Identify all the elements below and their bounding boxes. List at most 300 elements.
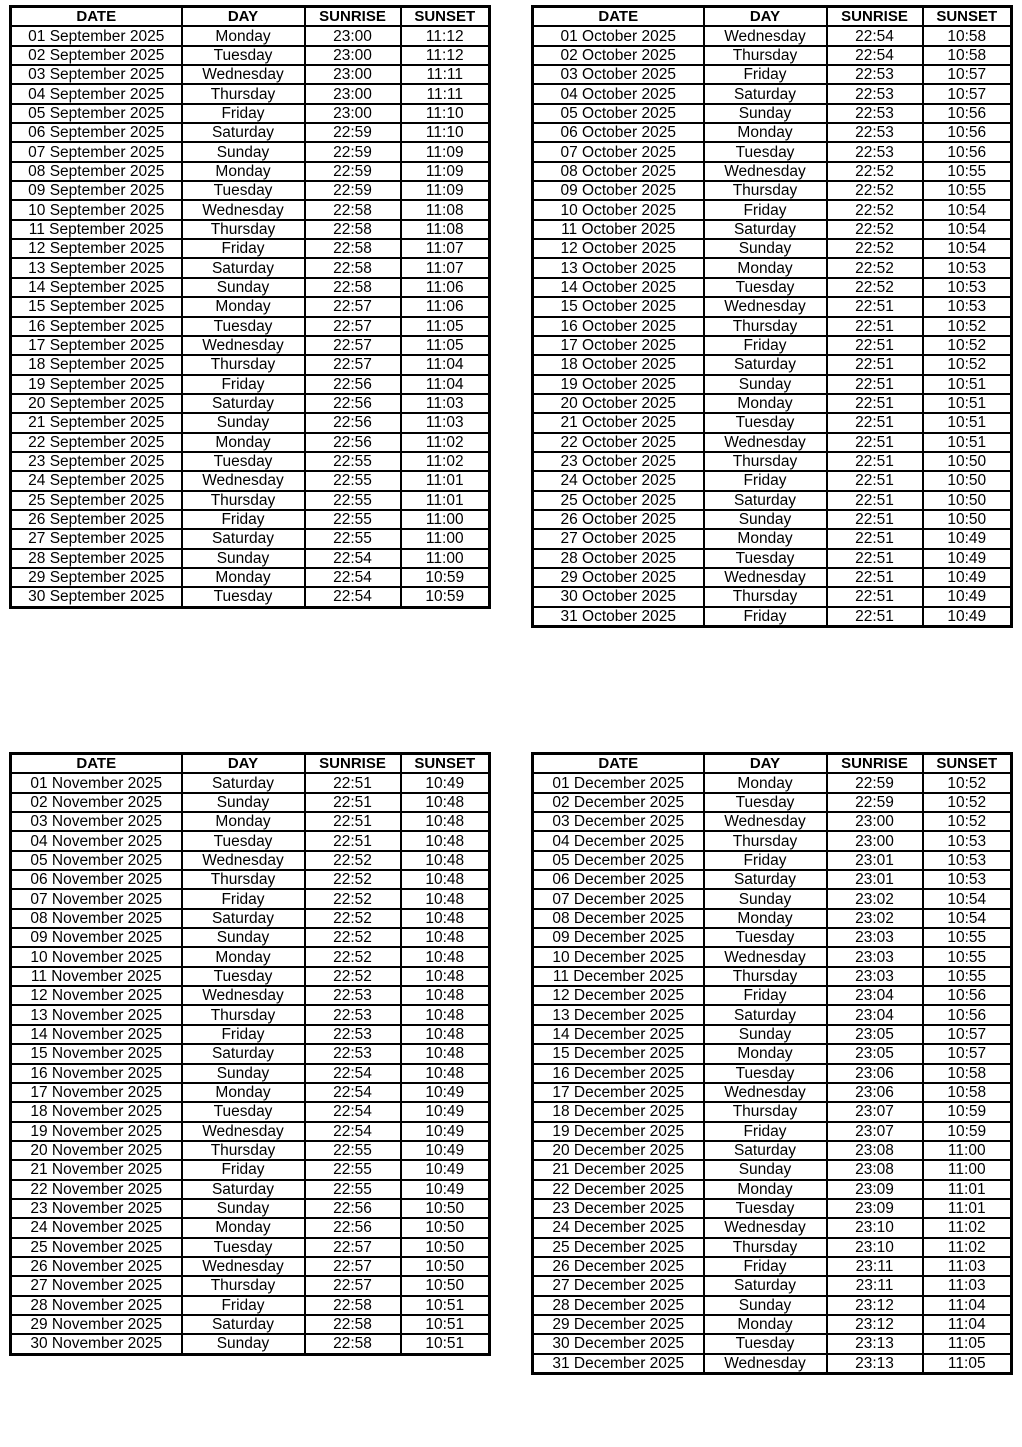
table-row [533,433,1012,452]
table-row [11,529,490,548]
day-cell: Monday [182,162,305,181]
date-cell: 18 November 2025 [11,1102,182,1121]
day-cell: Tuesday [182,1102,305,1121]
date-cell: 08 December 2025 [533,909,704,928]
sunset-cell: 10:49 [401,1141,490,1160]
sunset-cell: 10:52 [923,793,1012,812]
sunrise-cell: 22:59 [305,181,401,200]
sunset-cell: 10:59 [401,568,490,587]
sunrise-cell: 23:07 [827,1102,923,1121]
table-row [11,1083,490,1102]
sunset-cell: 11:02 [401,433,490,452]
sunrise-cell: 23:11 [827,1276,923,1295]
date-cell: 09 September 2025 [11,181,182,200]
date-cell: 09 November 2025 [11,928,182,947]
header-day: DAY [704,754,827,774]
day-cell: Friday [182,1296,305,1315]
table-row [11,831,490,850]
sunset-cell: 10:52 [923,355,1012,374]
sunrise-cell: 22:51 [827,452,923,471]
sunset-cell: 10:48 [401,1025,490,1044]
date-cell: 03 September 2025 [11,65,182,84]
table-row [11,1296,490,1315]
sunrise-cell: 23:10 [827,1218,923,1237]
day-cell: Friday [704,1122,827,1141]
day-cell: Saturday [704,1276,827,1295]
table-november [9,752,491,1356]
date-cell: 22 December 2025 [533,1180,704,1199]
day-cell: Wednesday [704,1218,827,1237]
sunrise-cell: 22:56 [305,394,401,413]
sunset-cell: 10:48 [401,928,490,947]
date-cell: 13 September 2025 [11,258,182,277]
table-row [533,947,1012,966]
day-cell: Sunday [182,278,305,297]
day-cell: Tuesday [182,831,305,850]
day-cell: Saturday [182,258,305,277]
sunset-cell: 10:48 [401,986,490,1005]
table-row [533,1005,1012,1024]
sunrise-cell: 22:51 [827,317,923,336]
day-cell: Monday [182,433,305,452]
day-cell: Tuesday [704,1199,827,1218]
date-cell: 20 October 2025 [533,394,704,413]
sunrise-cell: 22:52 [305,947,401,966]
table-row [533,1218,1012,1237]
date-cell: 15 September 2025 [11,297,182,316]
sunset-cell: 11:04 [401,375,490,394]
date-cell: 20 December 2025 [533,1141,704,1160]
sunset-cell: 10:49 [401,1180,490,1199]
date-cell: 16 September 2025 [11,317,182,336]
sunset-cell: 11:09 [401,162,490,181]
sunset-cell: 10:53 [923,831,1012,850]
day-cell: Thursday [182,1141,305,1160]
sunset-cell: 10:48 [401,909,490,928]
sunrise-cell: 22:59 [305,123,401,142]
date-cell: 01 October 2025 [533,26,704,45]
table-row [533,1276,1012,1295]
sunset-cell: 11:05 [923,1354,1012,1374]
sunrise-cell: 23:13 [827,1334,923,1353]
table-row [11,355,490,374]
day-cell: Sunday [704,510,827,529]
sunset-cell: 10:48 [401,851,490,870]
table-row [533,123,1012,142]
day-cell: Thursday [182,491,305,510]
table-row [533,26,1012,45]
table-row [533,1122,1012,1141]
table-row [11,1334,490,1354]
table-row [11,239,490,258]
date-cell: 21 October 2025 [533,413,704,432]
table-body [533,26,1012,626]
day-cell: Wednesday [182,336,305,355]
date-cell: 29 September 2025 [11,568,182,587]
day-cell: Wednesday [704,568,827,587]
sunrise-cell: 23:08 [827,1141,923,1160]
sunset-cell: 10:51 [923,413,1012,432]
table-row [11,889,490,908]
sunrise-cell: 23:12 [827,1315,923,1334]
sunset-cell: 10:53 [923,278,1012,297]
sunset-cell: 10:54 [923,200,1012,219]
table-row [533,1160,1012,1179]
sunrise-cell: 22:54 [827,26,923,45]
sunrise-cell: 22:51 [827,587,923,606]
table-row [533,317,1012,336]
table-row [533,1238,1012,1257]
table-row [533,336,1012,355]
day-cell: Thursday [704,317,827,336]
table-row [533,1199,1012,1218]
day-cell: Tuesday [704,413,827,432]
header-day: DAY [182,7,305,27]
table-row [533,1102,1012,1121]
date-cell: 25 December 2025 [533,1238,704,1257]
date-cell: 26 December 2025 [533,1257,704,1276]
date-cell: 12 November 2025 [11,986,182,1005]
day-cell: Saturday [182,773,305,792]
sunrise-cell: 23:13 [827,1354,923,1374]
day-cell: Saturday [182,1180,305,1199]
sunrise-cell: 22:52 [827,239,923,258]
sunrise-cell: 22:51 [305,793,401,812]
table-row [533,142,1012,161]
sunrise-cell: 22:52 [827,220,923,239]
table-row [533,104,1012,123]
day-cell: Friday [704,607,827,627]
table-body [11,773,490,1354]
sunrise-cell: 22:51 [827,491,923,510]
table-row [11,433,490,452]
day-cell: Monday [704,394,827,413]
sunrise-cell: 22:52 [305,889,401,908]
sunset-cell: 11:01 [923,1180,1012,1199]
sunrise-cell: 23:00 [827,831,923,850]
sunset-cell: 10:49 [923,529,1012,548]
day-cell: Tuesday [704,793,827,812]
date-cell: 27 October 2025 [533,529,704,548]
sunset-cell: 10:51 [923,433,1012,452]
sunset-cell: 11:09 [401,181,490,200]
sunset-cell: 11:07 [401,258,490,277]
sunset-cell: 11:01 [923,1199,1012,1218]
sunset-cell: 10:50 [401,1199,490,1218]
table-row [533,452,1012,471]
date-cell: 20 November 2025 [11,1141,182,1160]
date-cell: 25 November 2025 [11,1238,182,1257]
sunrise-cell: 22:53 [305,986,401,1005]
table-row [533,491,1012,510]
date-cell: 05 November 2025 [11,851,182,870]
date-cell: 05 September 2025 [11,104,182,123]
table-row [11,297,490,316]
day-cell: Monday [704,529,827,548]
day-cell: Friday [182,510,305,529]
sunrise-cell: 22:51 [305,812,401,831]
date-cell: 24 September 2025 [11,471,182,490]
sunrise-cell: 22:51 [827,607,923,627]
day-cell: Friday [182,1025,305,1044]
table-row [11,84,490,103]
sunset-cell: 10:51 [401,1315,490,1334]
table-row [533,1180,1012,1199]
sunset-cell: 10:50 [923,471,1012,490]
day-cell: Tuesday [182,317,305,336]
date-cell: 30 October 2025 [533,587,704,606]
day-cell: Friday [182,889,305,908]
date-cell: 21 September 2025 [11,413,182,432]
date-cell: 19 October 2025 [533,375,704,394]
date-cell: 04 November 2025 [11,831,182,850]
day-cell: Sunday [182,142,305,161]
day-cell: Sunday [704,1025,827,1044]
day-cell: Monday [704,258,827,277]
table-row [533,413,1012,432]
sunset-cell: 11:04 [923,1315,1012,1334]
day-cell: Sunday [704,1296,827,1315]
header-sunset: SUNSET [401,754,490,774]
sunset-cell: 10:48 [401,1005,490,1024]
sunrise-cell: 22:51 [827,336,923,355]
sunrise-cell: 23:09 [827,1199,923,1218]
sunset-cell: 10:49 [401,773,490,792]
day-cell: Monday [182,26,305,45]
date-cell: 19 November 2025 [11,1122,182,1141]
day-cell: Wednesday [704,812,827,831]
sunrise-cell: 22:52 [827,162,923,181]
table-row [533,258,1012,277]
header-row [533,754,1012,774]
sunrise-cell: 23:01 [827,851,923,870]
table-row [533,375,1012,394]
header-row [11,754,490,774]
sunset-cell: 11:00 [923,1160,1012,1179]
table-row [11,773,490,792]
date-cell: 15 November 2025 [11,1044,182,1063]
day-cell: Monday [704,1180,827,1199]
sunrise-cell: 23:00 [305,65,401,84]
sunset-cell: 10:54 [923,909,1012,928]
date-cell: 07 October 2025 [533,142,704,161]
table-row [533,181,1012,200]
sunrise-cell: 22:51 [827,529,923,548]
table-row [533,587,1012,606]
header-date: DATE [533,7,704,27]
table-row [533,549,1012,568]
sunset-cell: 10:48 [401,1064,490,1083]
date-cell: 20 September 2025 [11,394,182,413]
day-cell: Tuesday [182,967,305,986]
date-cell: 04 October 2025 [533,84,704,103]
sunset-cell: 11:04 [401,355,490,374]
table-row [11,1218,490,1237]
header-sunset: SUNSET [923,7,1012,27]
date-cell: 06 December 2025 [533,870,704,889]
date-cell: 17 November 2025 [11,1083,182,1102]
sunset-cell: 10:49 [401,1083,490,1102]
date-cell: 21 November 2025 [11,1160,182,1179]
date-cell: 13 December 2025 [533,1005,704,1024]
date-cell: 12 October 2025 [533,239,704,258]
day-cell: Tuesday [182,452,305,471]
day-cell: Tuesday [182,587,305,607]
sunset-cell: 10:56 [923,986,1012,1005]
table-row [11,181,490,200]
sunrise-cell: 22:56 [305,413,401,432]
day-cell: Tuesday [704,278,827,297]
table-row [11,1122,490,1141]
date-cell: 17 September 2025 [11,336,182,355]
sunset-cell: 10:53 [923,297,1012,316]
table-row [11,452,490,471]
sunset-cell: 10:54 [923,220,1012,239]
header-date: DATE [533,754,704,774]
table-row [11,278,490,297]
sunrise-cell: 22:59 [827,773,923,792]
day-cell: Sunday [182,928,305,947]
date-cell: 15 October 2025 [533,297,704,316]
sunset-cell: 10:59 [923,1122,1012,1141]
table-row [11,928,490,947]
header-sunrise: SUNRISE [305,7,401,27]
sunset-cell: 10:55 [923,928,1012,947]
table-row [11,1276,490,1295]
table-row [11,587,490,607]
header-row [533,7,1012,27]
sunrise-cell: 22:53 [305,1044,401,1063]
sunset-cell: 11:11 [401,84,490,103]
table-row [11,1141,490,1160]
day-cell: Thursday [704,831,827,850]
sunrise-cell: 22:52 [305,967,401,986]
day-cell: Saturday [182,1044,305,1063]
sunrise-cell: 23:00 [305,84,401,103]
header-sunrise: SUNRISE [827,754,923,774]
sunrise-cell: 22:57 [305,317,401,336]
sunrise-cell: 23:00 [305,26,401,45]
table-row [533,200,1012,219]
table-row [533,607,1012,627]
sunrise-cell: 23:10 [827,1238,923,1257]
sunrise-cell: 22:54 [305,1083,401,1102]
day-cell: Thursday [182,1276,305,1295]
sunset-cell: 10:58 [923,26,1012,45]
sunset-cell: 10:58 [923,1064,1012,1083]
day-cell: Friday [704,471,827,490]
date-cell: 05 October 2025 [533,104,704,123]
sunset-cell: 11:05 [401,317,490,336]
sunset-cell: 11:06 [401,278,490,297]
day-cell: Thursday [182,1005,305,1024]
header-sunrise: SUNRISE [827,7,923,27]
day-cell: Sunday [704,104,827,123]
sunrise-cell: 22:59 [827,793,923,812]
table-row [11,1160,490,1179]
date-cell: 10 November 2025 [11,947,182,966]
sunset-cell: 10:51 [401,1296,490,1315]
sunrise-cell: 22:51 [827,433,923,452]
sunrise-cell: 22:51 [827,510,923,529]
date-cell: 19 September 2025 [11,375,182,394]
day-cell: Monday [182,297,305,316]
date-cell: 16 October 2025 [533,317,704,336]
date-cell: 11 December 2025 [533,967,704,986]
sunset-cell: 11:05 [401,336,490,355]
day-cell: Monday [182,568,305,587]
table-row [533,278,1012,297]
day-cell: Saturday [704,355,827,374]
sunrise-cell: 22:54 [305,1064,401,1083]
sunset-cell: 10:50 [401,1238,490,1257]
sunrise-cell: 22:59 [305,142,401,161]
date-cell: 07 November 2025 [11,889,182,908]
day-cell: Wednesday [182,471,305,490]
sunset-cell: 10:48 [401,889,490,908]
table-row [11,1005,490,1024]
sunrise-cell: 23:04 [827,1005,923,1024]
date-cell: 28 November 2025 [11,1296,182,1315]
sunset-cell: 10:50 [923,491,1012,510]
table-row [11,394,490,413]
day-cell: Wednesday [704,26,827,45]
date-cell: 30 December 2025 [533,1334,704,1353]
date-cell: 10 October 2025 [533,200,704,219]
sunset-cell: 10:56 [923,142,1012,161]
date-cell: 23 November 2025 [11,1199,182,1218]
date-cell: 02 November 2025 [11,793,182,812]
sunset-cell: 10:58 [923,1083,1012,1102]
sunrise-cell: 22:53 [827,84,923,103]
table-row [533,928,1012,947]
sunset-cell: 10:49 [401,1122,490,1141]
date-cell: 14 November 2025 [11,1025,182,1044]
sunrise-cell: 22:57 [305,336,401,355]
table-september [9,5,491,609]
sunrise-cell: 22:51 [827,549,923,568]
sunset-cell: 10:50 [923,510,1012,529]
sunset-cell: 11:00 [401,529,490,548]
table-row [11,258,490,277]
table-row [533,793,1012,812]
sunrise-cell: 23:00 [305,104,401,123]
table-row [533,967,1012,986]
sunrise-cell: 22:54 [305,549,401,568]
sunrise-cell: 22:52 [305,909,401,928]
day-cell: Friday [704,200,827,219]
sunrise-cell: 22:58 [305,220,401,239]
date-cell: 14 October 2025 [533,278,704,297]
date-cell: 18 October 2025 [533,355,704,374]
date-cell: 27 December 2025 [533,1276,704,1295]
table-row [533,1141,1012,1160]
sunrise-cell: 22:53 [305,1025,401,1044]
sunset-cell: 10:59 [401,587,490,607]
table-row [11,1315,490,1334]
date-cell: 12 September 2025 [11,239,182,258]
sunrise-cell: 23:08 [827,1160,923,1179]
date-cell: 31 October 2025 [533,607,704,627]
table-row [11,317,490,336]
sunrise-cell: 22:54 [305,587,401,607]
table-row [533,812,1012,831]
day-cell: Saturday [704,220,827,239]
date-cell: 04 September 2025 [11,84,182,103]
table-row [533,1315,1012,1334]
date-cell: 06 October 2025 [533,123,704,142]
day-cell: Sunday [182,1199,305,1218]
